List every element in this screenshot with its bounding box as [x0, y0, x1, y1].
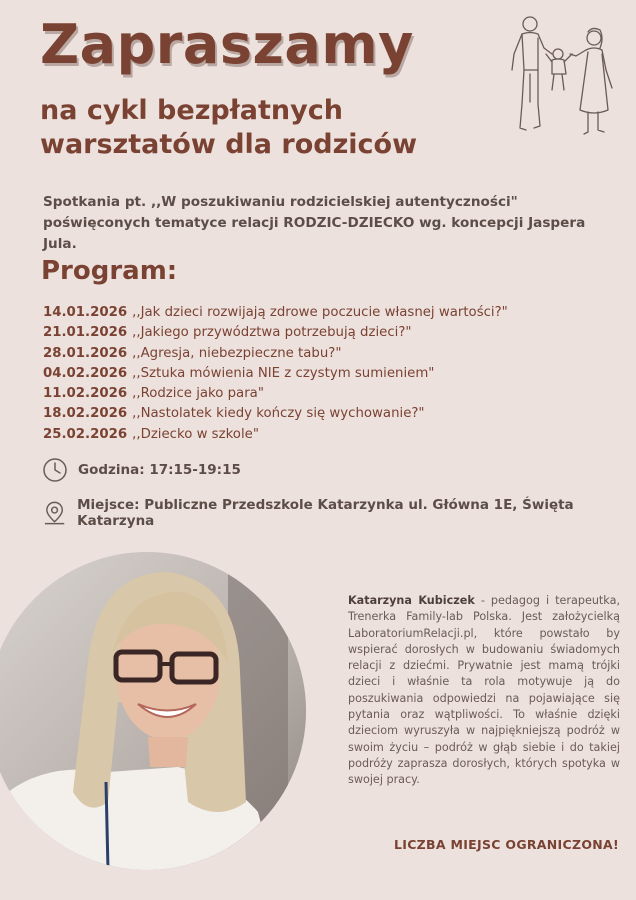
place-row: [42, 497, 636, 529]
program-item: [43, 425, 508, 445]
program-date: 11.02.2026: [43, 386, 128, 402]
clock-icon: [42, 457, 68, 483]
subtitle-line-1: na cykl bezpłatnych: [40, 95, 343, 126]
program-item: [43, 323, 508, 343]
program-item: [43, 344, 508, 364]
time-row: [42, 457, 241, 483]
program-topic: ,,Sztuka mówienia NIE z czystym sumieniem": [132, 365, 435, 381]
speaker-photo: [0, 552, 306, 870]
program-topic: ,,Dziecko w szkole": [132, 426, 259, 442]
program-item: [43, 404, 508, 424]
program-topic: ,,Nastolatek kiedy kończy się wychowanie?": [132, 406, 425, 422]
place-text: Miejsce: Publiczne Przedszkole Katarzynka ul. Główna 1E, Święta Katarzyna: [77, 497, 574, 529]
program-date: 04.02.2026: [43, 365, 128, 381]
program-item: [43, 303, 508, 323]
page-title: Zapraszamy: [40, 13, 414, 76]
program-date: 21.01.2026: [43, 325, 128, 341]
program-date: 25.02.2026: [43, 426, 128, 442]
limited-seats-notice: LICZBA MIEJSC OGRANICZONA!: [393, 837, 619, 852]
program-item: [43, 364, 508, 384]
program-date: 28.01.2026: [43, 345, 128, 361]
program-topic: ,,Jakiego przywództwa potrzebują dzieci?": [132, 325, 412, 341]
program-topic: ,,Agresja, niebezpieczne tabu?": [132, 345, 342, 361]
program-date: 18.02.2026: [43, 406, 128, 422]
program-topic: ,,Jak dzieci rozwijają zdrowe poczucie własnej wartości?": [132, 305, 508, 320]
program-list: [43, 303, 508, 445]
speaker-description: - pedagog i terapeutka, Trenerka Family-lab Polska. Jest założycielką LaboratoriumRelacji.pl, które powstało by wspierać dorosłych w budowaniu świadomych relacji z dziećmi. Prywatnie jest mamą trójki dzieci i właśnie ta rola motywuje ją do poszukiwania odpowiedzi na pojawiające się pytania oraz wątpliwości. To właśnie dzięki dzieciom wyruszyła w najpiękniejszą podróż w swoim życiu – podróż w głąb siebie i do takiej podróży zaprasza dorosłych, których spotyka w swojej pracy.: [348, 594, 620, 787]
page-subtitle: [40, 94, 417, 162]
program-item: [43, 384, 508, 404]
program-topic: ,,Rodzice jako para": [132, 386, 264, 402]
speaker-portrait: [0, 552, 306, 870]
location-pin-icon: [42, 500, 67, 526]
program-date: 14.01.2026: [43, 305, 128, 320]
family-illustration: [500, 14, 624, 142]
subtitle-line-2: warsztatów dla rodziców: [40, 129, 418, 160]
program-heading: Program:: [41, 256, 178, 286]
speaker-name: Katarzyna Kubiczek: [348, 594, 475, 607]
speaker-bio: [348, 593, 620, 789]
intro-text: Spotkania pt. ,,W poszukiwaniu rodzicielskiej autentyczności" poświęconych tematyce relacji RODZIC-DZIECKO wg. koncepcji Jaspera Jula.: [43, 194, 586, 252]
time-text: Godzina: 17:15-19:15: [78, 462, 241, 478]
